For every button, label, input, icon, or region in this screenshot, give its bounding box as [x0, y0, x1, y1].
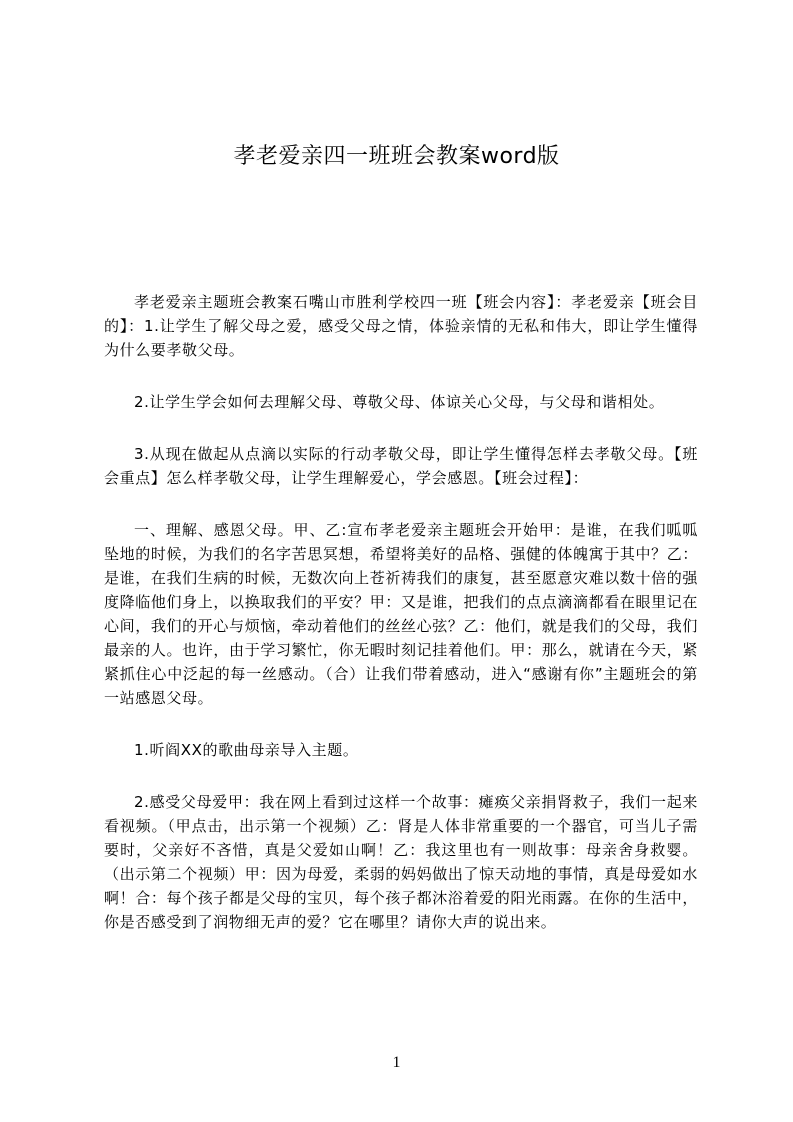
paragraph-goal-2: 2.让学生学会如何去理解父母、尊敬父母、体谅关心父母，与父母和谐相处。 [134, 393, 665, 411]
page-number: 1 [392, 1054, 401, 1071]
paragraph-step-2: 2.感受父母爱甲：我在网上看到过这样一个故事：瘫痪父亲捐肾救子，我们一起来看视频。（甲点击，出示第一个视频）乙：肾是人体非常重要的一个器官，可当儿子需要时，父亲好不吝惜，真是父爱如山啊！乙：我这里也有一则故事：母亲舍身救婴。（出示第二个视频）甲：因为母爱，柔弱的妈妈做出了惊天动地的事情，真是母爱如水啊！合：每个孩子都是父母的宝贝，每个孩子都沐浴着爱的阳光雨露。在你的生活中，你是否感受到了润物细无声的爱？它在哪里？请你大声的说出来。 [104, 793, 698, 931]
paragraph-step-1: 1.听阎XX的歌曲母亲导入主题。 [134, 741, 359, 759]
document-body [104, 290, 698, 962]
paragraph-section-1: 一、理解、感恩父母。甲、乙:宣布孝老爱亲主题班会开始甲：是谁，在我们呱呱坠地的时候，为我们的名字苦思冥想，希望将美好的品格、强健的体魄寓于其中？乙：是谁，在我们生病的时候，无数次向上苍祈祷我们的康复，甚至愿意灾难以数十倍的强度降临他们身上，以换取我们的平安？甲：又是谁，把我们的点点滴滴都看在眼里记在心间，我们的开心与烦恼，牵动着他们的丝丝心弦？乙：他们，就是我们的父母，我们最亲的人。也许，由于学习繁忙，你无暇时刻记挂着他们。甲：那么，就请在今天，紧紧抓住心中泛起的每一丝感动。（合）让我们带着感动，进入“感谢有你”主题班会的第一站感恩父母。 [104, 521, 698, 707]
paragraph-goal-3: 3.从现在做起从点滴以实际的行动孝敬父母，即让学生懂得怎样去孝敬父母。【班会重点】怎么样孝敬父母，让学生理解爱心，学会感恩。【班会过程】： [104, 445, 698, 487]
paragraph-intro: 孝老爱亲主题班会教案石嘴山市胜利学校四一班【班会内容】：孝老爱亲【班会目的】：1.让学生了解父母之爱，感受父母之情，体验亲情的无私和伟大，即让学生懂得为什么要孝敬父母。 [104, 293, 698, 359]
page-title: 孝老爱亲四一班班会教案word版 [233, 144, 560, 169]
